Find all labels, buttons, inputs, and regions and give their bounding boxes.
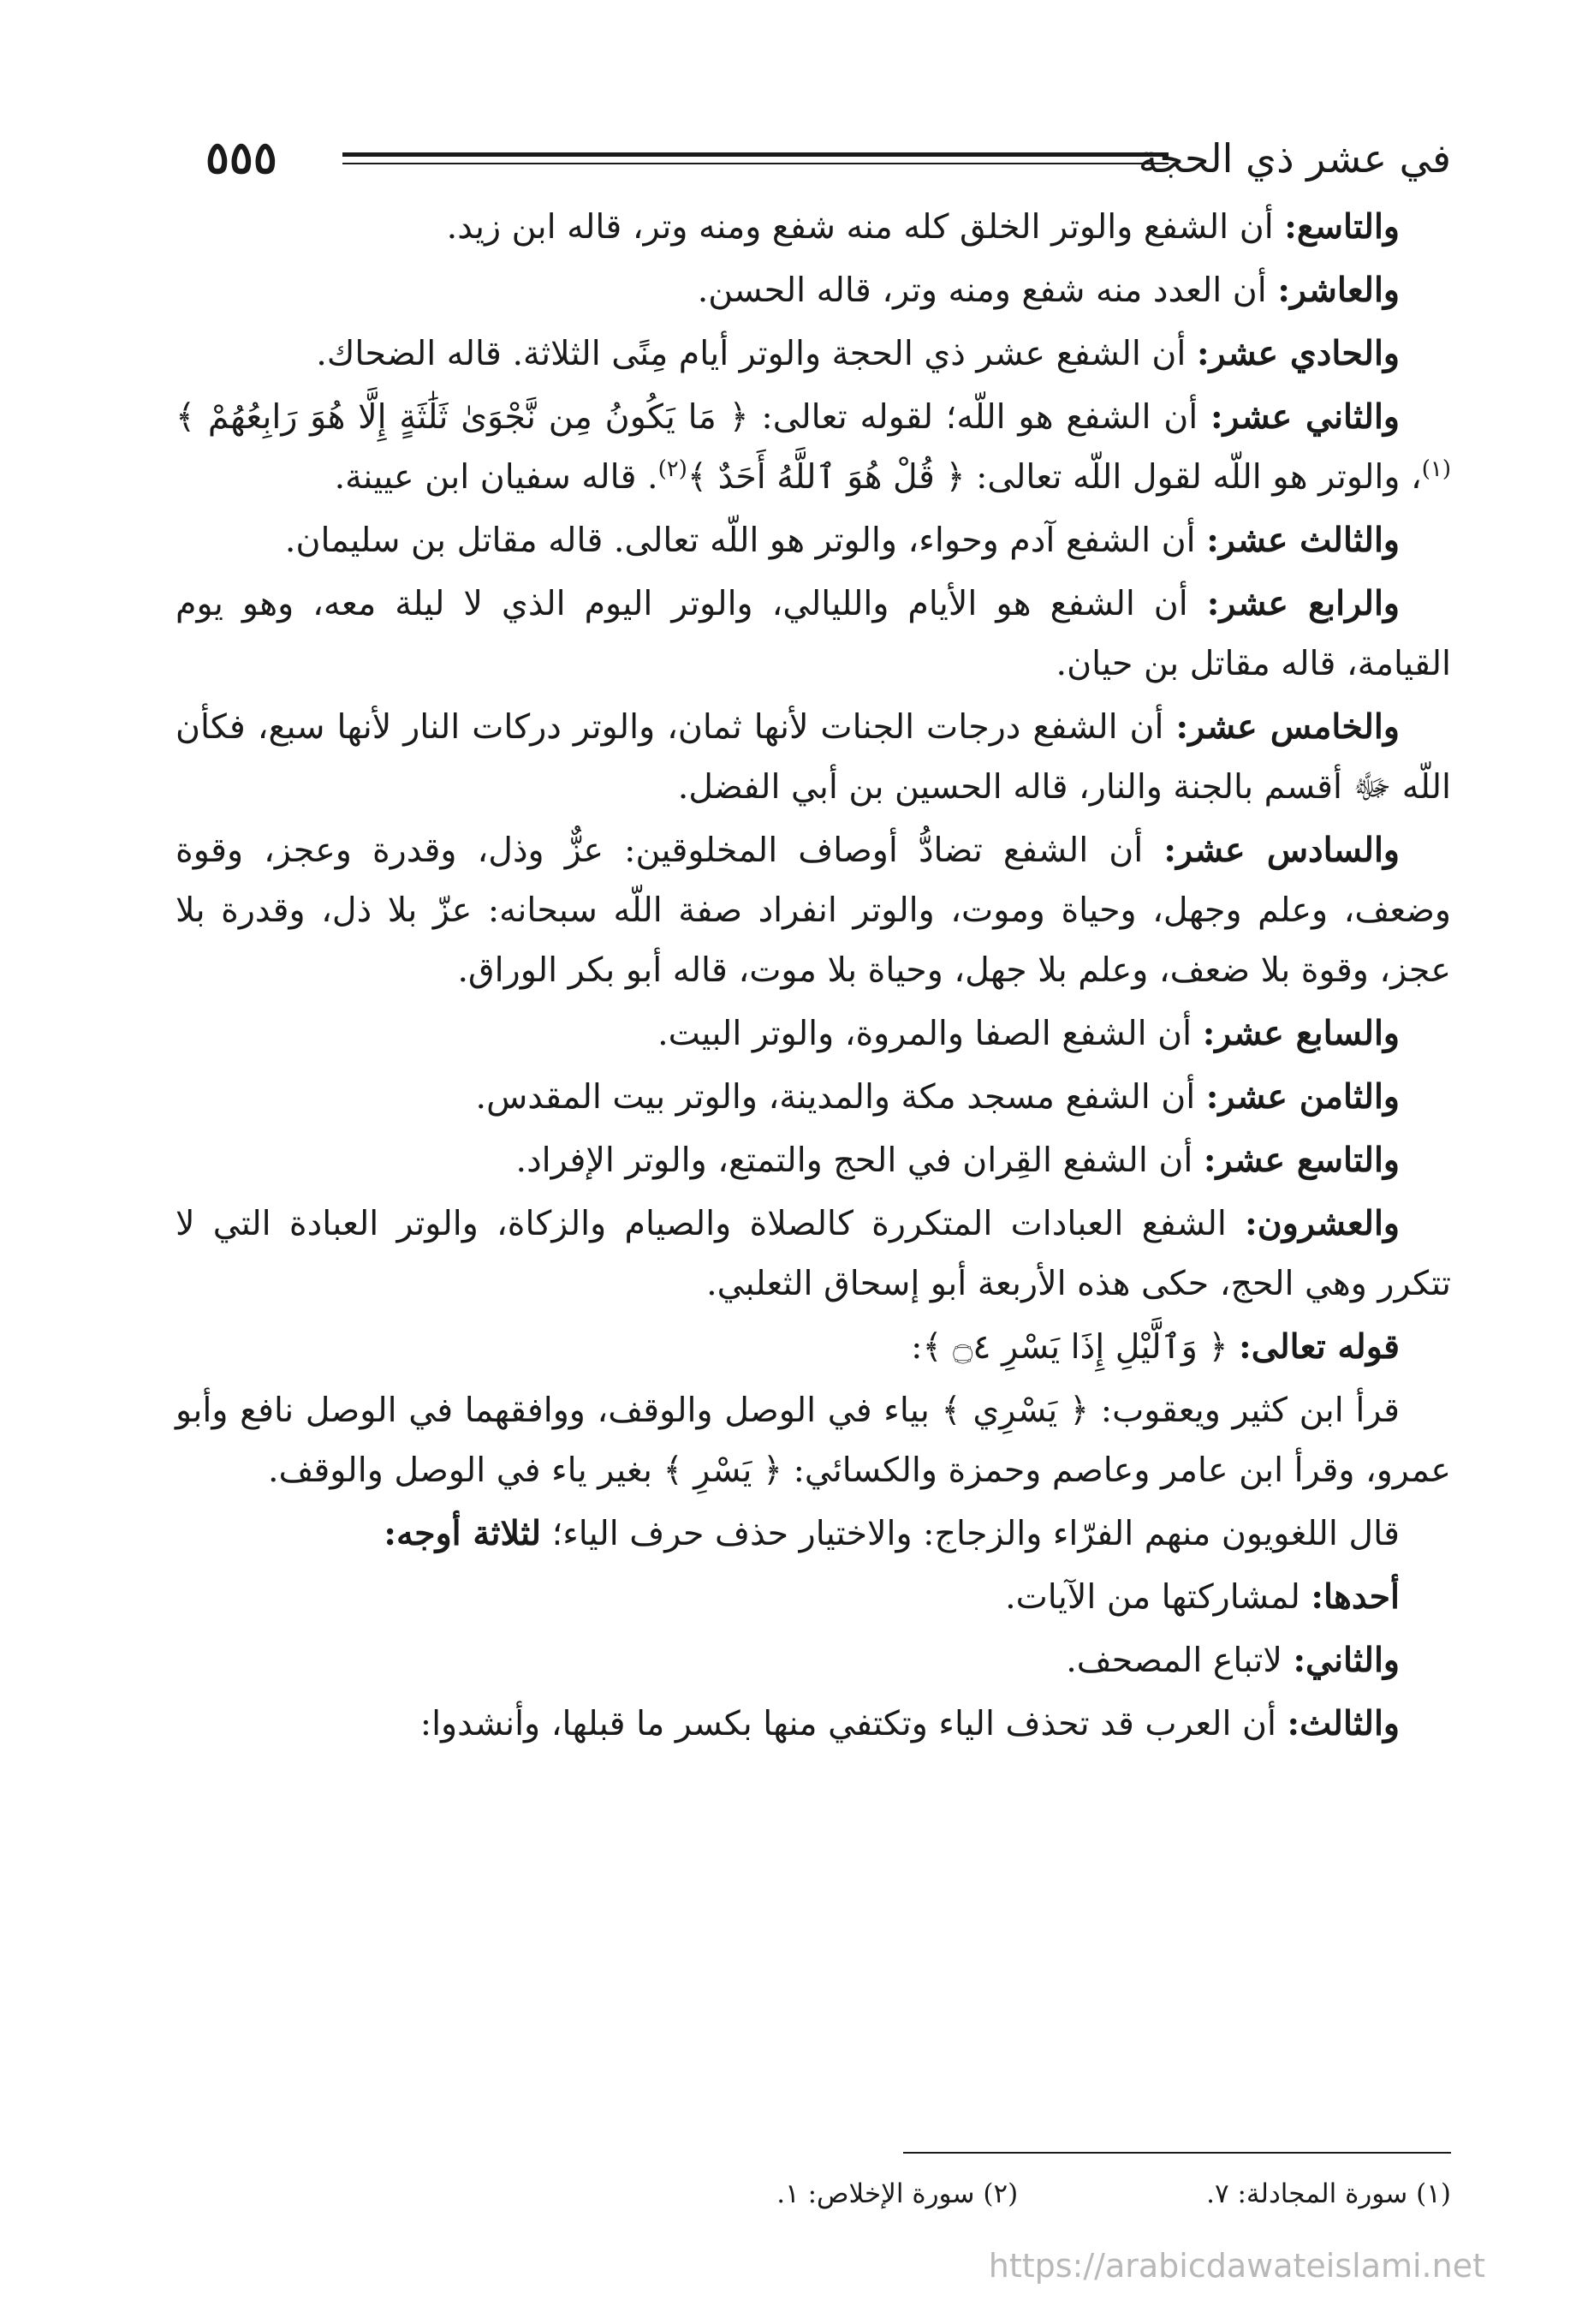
- paragraph-text: لمشاركتها من الآيات.: [1005, 1577, 1311, 1617]
- watermark-url: https://arabicdawateislami.net: [988, 2247, 1485, 2285]
- paragraph-lead: والثاني:: [1293, 1641, 1400, 1680]
- header-rule: [342, 152, 1169, 157]
- paragraph-fourteenth: [175, 574, 1451, 694]
- paragraph-tenth: [175, 260, 1451, 320]
- paragraph-text: قرأ ابن كثير ويعقوب:: [1089, 1391, 1401, 1430]
- header-rule-thin: [342, 163, 1169, 164]
- paragraph-text: لاتباع المصحف.: [1066, 1641, 1294, 1680]
- paragraph-lead: قوله تعالى:: [1239, 1327, 1400, 1367]
- paragraph-text: أن الشفع والوتر الخلق كله منه شفع ومنه وتر، قاله ابن زيد.: [446, 207, 1285, 247]
- paragraph-reason-two: [175, 1630, 1451, 1690]
- paragraph-text: بياء في الوصل والوقف، ووافقهما في الوصل نافع وأبو عمرو، وقرأ ابن عامر وعاصم وحمزة والكسائي:: [175, 1391, 1451, 1490]
- paragraph-thirteenth: [175, 510, 1451, 570]
- paragraph-lead: والخامس عشر:: [1175, 707, 1400, 747]
- paragraph-lead: والعشرون:: [1245, 1204, 1400, 1243]
- paragraph-lead: والسابع عشر:: [1202, 1014, 1400, 1053]
- paragraph-lead: والعاشر:: [1277, 271, 1400, 310]
- paragraph-nineteenth: [175, 1130, 1451, 1190]
- paragraph-text: أن الشفع مسجد مكة والمدينة، والوتر بيت المقدس.: [475, 1077, 1206, 1117]
- paragraph-lead: لثلاثة أوجه:: [384, 1514, 542, 1553]
- footnote-marker: (٢): [657, 456, 687, 482]
- paragraph-verse-heading: [175, 1317, 1451, 1377]
- paragraph-eleventh: [175, 324, 1451, 384]
- paragraph-text: أن العرب قد تحذف الياء وتكتفي منها بكسر ما قبلها، وأنشدوا:: [419, 1704, 1288, 1743]
- paragraph-text: . قاله سفيان ابن عيينة.: [334, 457, 658, 497]
- paragraph-text: أن العدد منه شفع ومنه وتر، قاله الحسن.: [697, 271, 1278, 310]
- page-header: [205, 128, 1451, 188]
- paragraph-text: أن الشفع درجات الجنات لأنها ثمان، والوتر دركات النار لأنها سبع، فكأن اللّه ﷻ أقسم بالجنة والنار، قاله الحسين بن أبي الفضل.: [175, 707, 1451, 807]
- paragraph-ninth: [175, 197, 1451, 257]
- paragraph-eighteenth: [175, 1067, 1451, 1127]
- paragraph-readings: [175, 1380, 1451, 1500]
- paragraph-linguists: [175, 1504, 1451, 1564]
- quran-verse: ﴿ يَسْرِ ﴾: [663, 1451, 783, 1490]
- paragraph-lead: والسادس عشر:: [1163, 831, 1401, 870]
- paragraph-reason-one: [175, 1567, 1451, 1627]
- paragraph-text: أن الشفع تضادُّ أوصاف المخلوقين: عزٌّ وذل، وقدرة وعجز، وقوة وضعف، وعلم وجهل، وحياة وموت، والوتر انفراد صفة اللّه سبحانه: عزّ بلا ذل، وقدرة بلا عجز، وقوة بلا ضعف، وعلم بلا جهل، وحياة بلا موت، قاله أبو بكر الوراق.: [175, 831, 1451, 990]
- paragraph-text: أن الشفع هو اللّه؛ لقوله تعالى:: [748, 397, 1210, 437]
- paragraph-lead: أحدها:: [1311, 1577, 1400, 1617]
- page-number: ٥٥٥: [205, 132, 277, 184]
- paragraph-seventeenth: [175, 1004, 1451, 1064]
- paragraph-lead: والثامن عشر:: [1205, 1077, 1400, 1117]
- paragraph-text: أن الشفع القِران في الحج والتمتع، والوتر الإفراد.: [515, 1141, 1204, 1180]
- paragraph-text: أن الشفع آدم وحواء، والوتر هو اللّه تعالى. قاله مقاتل بن سليمان.: [284, 521, 1207, 560]
- quran-verse: ﴿ وَٱلَّيْلِ إِذَا يَسْرِ ۝٤ ﴾: [922, 1327, 1240, 1367]
- paragraph-text: أن الشفع هو الأيام والليالي، والوتر اليوم الذي لا ليلة معه، وهو يوم القيامة، قاله مقاتل بن حيان.: [175, 584, 1451, 683]
- paragraph-sixteenth: [175, 820, 1451, 1000]
- footnote-rule: [903, 2152, 1451, 2154]
- paragraph-lead: والحادي عشر:: [1196, 334, 1400, 373]
- footnote-item: (٢) سورة الإخلاص: ١.: [776, 2178, 1019, 2209]
- paragraph-twentieth: [175, 1194, 1451, 1314]
- paragraph-text: ، والوتر هو اللّه لقول اللّه تعالى:: [965, 457, 1422, 497]
- main-text: [175, 197, 1451, 1757]
- paragraph-twelfth: [175, 387, 1451, 507]
- paragraph-lead: والثالث:: [1287, 1704, 1400, 1743]
- quran-verse: ﴿ قُلْ هُوَ ٱللَّهُ أَحَدٌ ﴾: [687, 457, 966, 497]
- quran-verse: ﴿ مَا يَكُونُ مِن نَّجْوَىٰ ثَلَٰثَةٍ إِلَّا هُوَ رَابِعُهُمْ ﴾: [175, 397, 749, 437]
- paragraph-lead: والثاني عشر:: [1210, 397, 1401, 437]
- paragraph-text: الشفع العبادات المتكررة كالصلاة والصيام والزكاة، والوتر العبادة التي لا تتكرر وهي الحج، حكى هذه الأربعة أبو إسحاق الثعلبي.: [175, 1204, 1451, 1303]
- paragraph-lead: والرابع عشر:: [1206, 584, 1400, 623]
- footnote-item: (١) سورة المجادلة: ٧.: [1206, 2178, 1451, 2209]
- paragraph-reason-three: [175, 1694, 1451, 1754]
- paragraph-fifteenth: [175, 697, 1451, 817]
- footnote-marker: (١): [1421, 456, 1451, 482]
- paragraph-lead: والتاسع:: [1284, 207, 1400, 247]
- running-title: في عشر ذي الحجة: [1138, 135, 1451, 182]
- paragraph-lead: والثالث عشر:: [1206, 521, 1400, 560]
- paragraph-text: بغير ياء في الوصل والوقف.: [267, 1451, 663, 1490]
- paragraph-lead: والتاسع عشر:: [1203, 1141, 1400, 1180]
- paragraph-text: أن الشفع عشر ذي الحجة والوتر أيام مِنًى الثلاثة. قاله الضحاك.: [316, 334, 1197, 373]
- footnotes: [175, 2175, 1451, 2213]
- quran-verse: ﴿ يَسْرِي ﴾: [941, 1391, 1090, 1430]
- paragraph-text: :: [911, 1327, 923, 1367]
- paragraph-text: أن الشفع الصفا والمروة، والوتر البيت.: [657, 1014, 1203, 1053]
- paragraph-text: قال اللغويون منهم الفرّاء والزجاج: والاختيار حذف حرف الياء؛: [541, 1514, 1400, 1553]
